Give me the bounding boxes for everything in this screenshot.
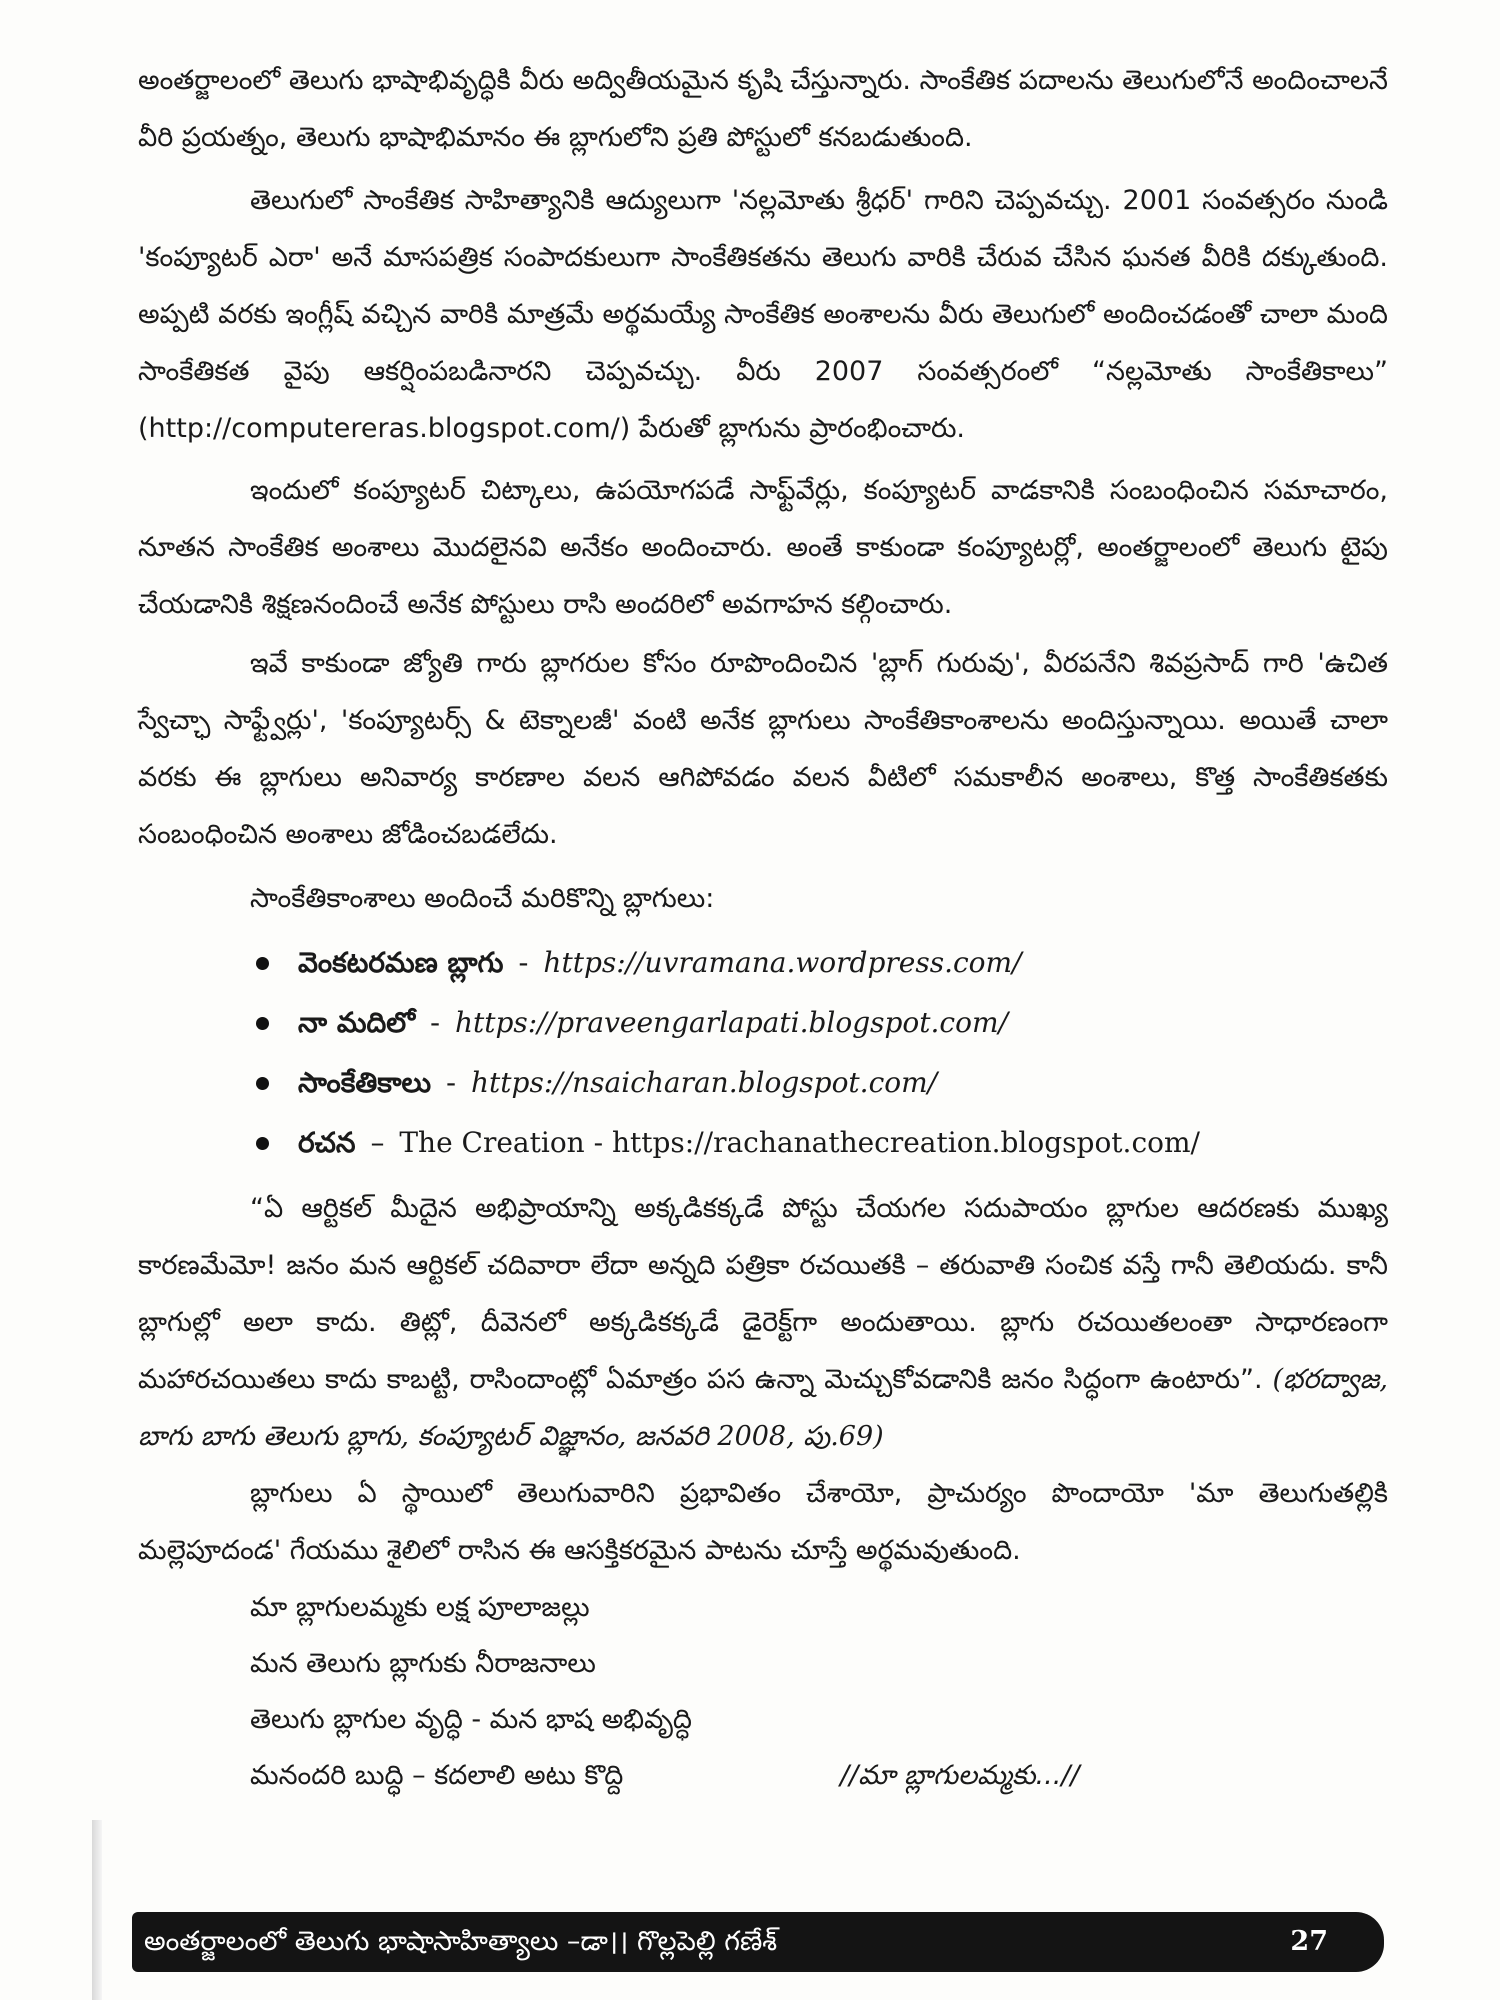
paragraph-4: ఇవే కాకుండా జ్యోతి గారు బ్లాగరుల కోసం రూపొందించిన 'బ్లాగ్ గురువు', వీరపనేని శివప్రసాద్ గారి 'ఉచిత స్వేచ్ఛా సాఫ్ట్వేర్లు', 'కంప్యూటర్స్ & టెక్నాలజీ' వంటి అనేక బ్లాగులు సాంకేతికాంశాలను అందిస్తున్నాయి. అయితే చాలా వరకు ఈ బ్లాగులు అనివార్య కారణాల వలన ఆగిపోవడం వలన వీటిలో సమకాలీన అంశాలు, కొత్త సాంకేతికతకు సంబంధించిన అంశాలు జోడించబడలేదు. xyxy=(138,648,1388,850)
page-footer xyxy=(132,1912,1384,1972)
blog-list xyxy=(298,933,1200,1173)
poem-line: మనందరి బుద్ధి – కదలాలి అటు కొద్ది xyxy=(250,1760,624,1791)
blog-name: రచన xyxy=(298,1126,356,1159)
blog-name: సాంకేతికాలు xyxy=(298,1066,432,1099)
paragraph-3: ఇందులో కంప్యూటర్ చిట్కాలు, ఉపయోగపడే సాఫ్ట్‌వేర్లు, కంప్యూటర్ వాడకానికి సంబంధించిన సమాచారం, నూతన సాంకేతిక అంశాలు మొదలైనవి అనేకం అందించారు. అంతే కాకుండా కంప్యూటర్లో, అంతర్జాలంలో తెలుగు టైపు చేయడానికి శిక్షణనందించే అనేక పోస్టులు రాసి అందరిలో అవగాహన కల్గించారు. xyxy=(138,475,1388,620)
blog-list-item xyxy=(298,933,1200,993)
poem xyxy=(250,1580,692,1804)
blog-link[interactable]: https://uvramana.wordpress.com/ xyxy=(543,946,1022,979)
blog-list-item xyxy=(298,1053,1200,1113)
scan-shadow xyxy=(92,1820,102,2000)
blog-link[interactable]: https://praveengarlapati.blogspot.com/ xyxy=(454,1006,1008,1039)
blog-name: వెంకటరమణ బ్లాగు xyxy=(298,946,504,979)
blog-separator: – xyxy=(370,1126,385,1159)
page-number: 27 xyxy=(1290,1926,1328,1957)
quotation-paragraph xyxy=(138,1180,1388,1465)
poem-line: మన తెలుగు బ్లాగుకు నీరాజనాలు xyxy=(250,1648,596,1679)
blog-separator: - xyxy=(518,946,529,979)
blog-list-item xyxy=(298,993,1200,1053)
blog-separator: - xyxy=(446,1066,457,1099)
poem-refrain: //మా బ్లాగులమ్మకు...// xyxy=(840,1760,1080,1791)
paragraph-1: అంతర్జాలంలో తెలుగు భాషాభివృద్ధికి వీరు అద్వితీయమైన కృషి చేస్తున్నారు. సాంకేతిక పదాలను తెలుగులోనే అందించాలనే వీరి ప్రయత్నం, తెలుగు భాషాభిమానం ఈ బ్లాగులోని ప్రతి పోస్టులో కనబడుతుంది. xyxy=(138,65,1388,153)
quotation-text: “ఏ ఆర్టికల్ మీదైన అభిప్రాయాన్ని అక్కడికక్కడే పోస్టు చేయగల సదుపాయం బ్లాగుల ఆదరణకు ముఖ్య కారణమేమో! జనం మన ఆర్టికల్ చదివారా లేదా అన్నది పత్రికా రచయితకి – తరువాతి సంచిక వస్తే గానీ తెలియదు. కానీ బ్లాగుల్లో అలా కాదు. తిట్లో, దీవెనలో అక్కడికక్కడే డైరెక్ట్‌గా అందుతాయి. బ్లాగు రచయితలంతా సాధారణంగా మహారచయితలు కాదు కాబట్టి, రాసిందాంట్లో ఏమాత్రం పస ఉన్నా మెచ్చుకోవడానికి జనం సిద్ధంగా ఉంటారు”. xyxy=(138,1193,1388,1395)
blogs-intro: సాంకేతికాంశాలు అందించే మరికొన్ని బ్లాగులు: xyxy=(250,883,715,914)
running-footer-title: అంతర్జాలంలో తెలుగు భాషాసాహిత్యాలు –డా।। గొల్లపెల్లి గణేశ్ xyxy=(144,1926,778,1957)
blog-separator: - xyxy=(429,1006,441,1039)
quotation-citation: (భరద్వాజ, బాగు బాగు తెలుగు బ్లాగు, కంప్యూటర్ విజ్ఞానం, జనవరి 2008, పు.69) xyxy=(138,1364,1388,1452)
paragraph-6: బ్లాగులు ఏ స్థాయిలో తెలుగువారిని ప్రభావితం చేశాయో, ప్రాచుర్యం పొందాయో 'మా తెలుగుతల్లికి మల్లెపూదండ' గేయము శైలిలో రాసిన ఈ ఆసక్తికరమైన పాటను చూస్తే అర్థమవుతుంది. xyxy=(138,1478,1388,1566)
blog-list-item xyxy=(298,1113,1200,1173)
poem-line: తెలుగు బ్లాగుల వృద్ధి - మన భాష అభివృద్ధి xyxy=(250,1704,692,1735)
blog-link[interactable]: The Creation - https://rachanathecreation.blogspot.com/ xyxy=(399,1126,1200,1159)
blog-link[interactable]: https://nsaicharan.blogspot.com/ xyxy=(471,1066,938,1099)
paragraph-2: తెలుగులో సాంకేతిక సాహిత్యానికి ఆద్యులుగా 'నల్లమోతు శ్రీధర్' గారిని చెప్పవచ్చు. 2001 సంవత్సరం నుండి 'కంప్యూటర్ ఎరా' అనే మాసపత్రిక సంపాదకులుగా సాంకేతికతను తెలుగు వారికి చేరువ చేసిన ఘనత వీరికి దక్కుతుంది. అప్పటి వరకు ఇంగ్లీష్ వచ్చిన వారికి మాత్రమే అర్థమయ్యే సాంకేతిక అంశాలను వీరు తెలుగులో అందించడంతో చాలా మంది సాంకేతికత వైపు ఆకర్షింపబడినారని చెప్పవచ్చు. వీరు 2007 సంవత్సరంలో “నల్లమోతు సాంకేతికాలు” (http://computereras.blogspot.com/) పేరుతో బ్లాగును ప్రారంభించారు. xyxy=(138,185,1388,444)
poem-line: మా బ్లాగులమ్మకు లక్ష పూలాజల్లు xyxy=(250,1592,590,1623)
blog-name: నా మదిలో xyxy=(298,1006,416,1039)
